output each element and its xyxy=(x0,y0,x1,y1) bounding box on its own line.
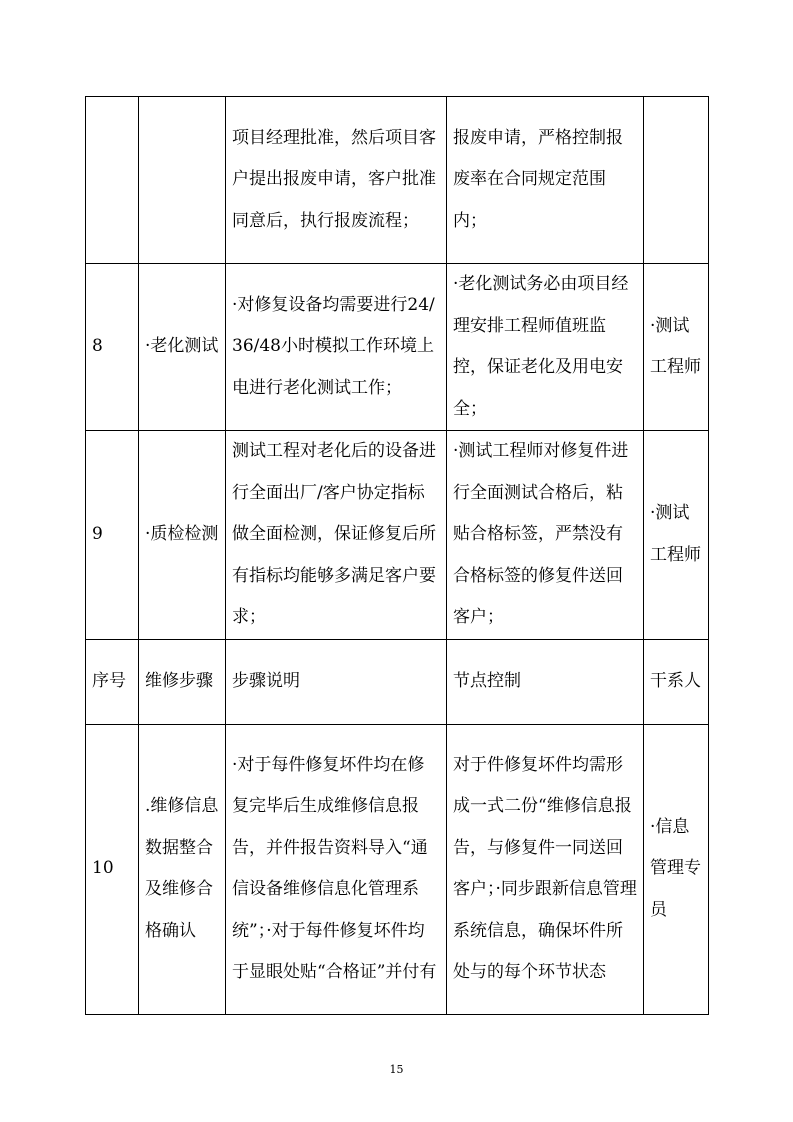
repair-process-table xyxy=(85,96,709,1015)
cell-step: ·老化测试 xyxy=(139,264,226,431)
header-step: 维修步骤 xyxy=(139,639,226,724)
cell-no xyxy=(86,97,139,264)
cell-person: ·测试工程师 xyxy=(644,264,709,431)
cell-person: ·信息管理专员 xyxy=(644,724,709,1014)
cell-desc: ·对修复设备均需要进行24/36/48小时模拟工作环境上电进行老化测试工作； xyxy=(226,264,447,431)
cell-no: 10 xyxy=(86,724,139,1014)
cell-no: 9 xyxy=(86,431,139,640)
header-control: 节点控制 xyxy=(447,639,644,724)
header-desc: 步骤说明 xyxy=(226,639,447,724)
page-number: 15 xyxy=(389,1063,404,1076)
table-row-9 xyxy=(86,431,709,640)
cell-step: .维修信息数据整合及维修合格确认 xyxy=(139,724,226,1014)
cell-no: 8 xyxy=(86,264,139,431)
table-row-10 xyxy=(86,724,709,1014)
cell-person: ·测试工程师 xyxy=(644,431,709,640)
header-person: 干系人 xyxy=(644,639,709,724)
header-no: 序号 xyxy=(86,639,139,724)
cell-desc: 测试工程对老化后的设备进行全面出厂/客户协定指标做全面检测，保证修复后所有指标均能够多满足客户要求； xyxy=(226,431,447,640)
table-row-8 xyxy=(86,264,709,431)
cell-step: ·质检检测 xyxy=(139,431,226,640)
cell-person xyxy=(644,97,709,264)
table-row-continued xyxy=(86,97,709,264)
cell-control: ·老化测试务必由项目经理安排工程师值班监控，保证老化及用电安全； xyxy=(447,264,644,431)
cell-step xyxy=(139,97,226,264)
cell-desc: 项目经理批准，然后项目客户提出报废申请，客户批准同意后，执行报废流程； xyxy=(226,97,447,264)
cell-desc: ·对于每件修复坏件均在修复完毕后生成维修信息报告，并件报告资料导入“通信设备维修信息化管理系统”；·对于每件修复坏件均于显眼处贴“合格证”并付有 xyxy=(226,724,447,1014)
cell-control: 报废申请，严格控制报废率在合同规定范围内； xyxy=(447,97,644,264)
cell-control: ·测试工程师对修复件进行全面测试合格后，粘贴合格标签，严禁没有合格标签的修复件送回客户； xyxy=(447,431,644,640)
cell-control: 对于件修复坏件均需形成一式二份“维修信息报告，与修复件一同送回客户；·同步跟新信息管理系统信息，确保坏件所处与的每个环节状态 xyxy=(447,724,644,1014)
table-header-row xyxy=(86,639,709,724)
